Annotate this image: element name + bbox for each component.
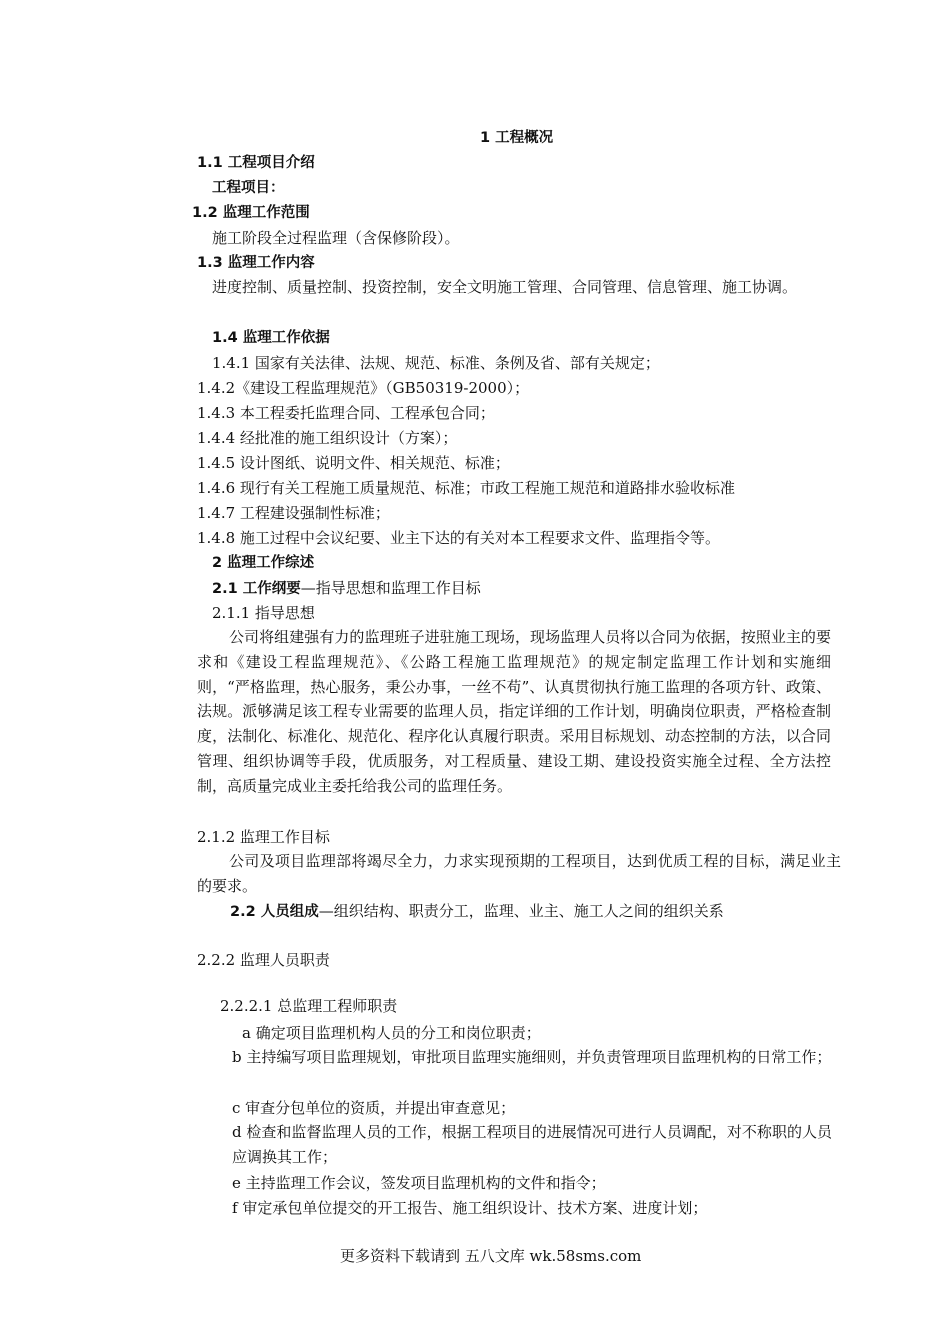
heading-2-2-rest: —组织结构、职责分工，监理、业主、施工人之间的组织关系 bbox=[318, 902, 724, 920]
heading-2-1 bbox=[212, 578, 481, 599]
basis-item: 1.4.5 设计图纸、说明文件、相关规范、标准； bbox=[197, 454, 510, 472]
chapter-2-title: 2 监理工作综述 bbox=[212, 555, 315, 571]
heading-2-1-2: 2.1.2 监理工作目标 bbox=[197, 828, 330, 846]
heading-2-2 bbox=[230, 901, 724, 922]
chapter-title: 1 工程概况 bbox=[480, 130, 554, 146]
scope-text: 施工阶段全过程监理（含保修阶段）。 bbox=[212, 229, 460, 247]
heading-2-2-2-1: 2.2.2.1 总监理工程师职责 bbox=[220, 997, 398, 1015]
duty-item: a 确定项目监理机构人员的分工和岗位职责； bbox=[242, 1024, 541, 1042]
basis-item: 1.4.6 现行有关工程施工质量规范、标准；市政工程施工规范和道路排水验收标准 bbox=[197, 479, 735, 497]
heading-2-2-bold: 2.2 人员组成 bbox=[230, 904, 319, 920]
basis-item: 1.4.7 工程建设强制性标准； bbox=[197, 504, 390, 522]
heading-2-1-bold: 2.1 工作纲要 bbox=[212, 581, 301, 597]
heading-1-4: 1.4 监理工作依据 bbox=[212, 330, 330, 346]
duty-item: e 主持监理工作会议，签发项目监理机构的文件和指令； bbox=[232, 1174, 606, 1192]
basis-item: 1.4.8 施工过程中会议纪要、业主下达的有关对本工程要求文件、监理指令等。 bbox=[197, 529, 720, 547]
heading-2-1-1: 2.1.1 指导思想 bbox=[212, 604, 315, 622]
footer-link[interactable]: 更多资料下载请到 五八文库 wk.58sms.com bbox=[340, 1247, 642, 1265]
guiding-text: 公司将组建强有力的监理班子进驻施工现场，现场监理人员将以合同为依据，按照业主的要求和《建设工程监理规范》、《公路工程施工监理规范》的规定制定监理工作计划和实施细则，“严格监理，热心服务，秉公办事，一丝不苟”、认真贯彻执行施工监理的各项方针、政策、法规。派够满足该工程专业需要的监理人员，指定详细的工作计划，明确岗位职责，严格检查制度，法制化、标准化、规范化、程序化认真履行职责。采用目标规划、动态控制的方法，以合同管理、组织协调等手段，优质服务，对工程质量、建设工期、建设投资实施全过程、全方法控制，高质量完成业主委托给我公司的监理任务。 bbox=[197, 628, 831, 795]
duty-item: c 审查分包单位的资质，并提出审查意见； bbox=[232, 1099, 516, 1117]
basis-item: 1.4.4 经批准的施工组织设计（方案）； bbox=[197, 429, 458, 447]
content-text: 进度控制、质量控制、投资控制，安全文明施工管理、合同管理、信息管理、施工协调。 bbox=[212, 278, 798, 296]
heading-1-1: 1.1 工程项目介绍 bbox=[197, 155, 315, 171]
basis-item: 1.4.1 国家有关法律、法规、规范、标准、条例及省、部有关规定； bbox=[212, 354, 660, 372]
heading-1-3: 1.3 监理工作内容 bbox=[197, 255, 315, 271]
basis-item: 1.4.2《建设工程监理规范》（GB50319-2000）； bbox=[197, 379, 530, 397]
basis-item: 1.4.3 本工程委托监理合同、工程承包合同； bbox=[197, 404, 495, 422]
heading-2-1-rest: —指导思想和监理工作目标 bbox=[300, 579, 481, 597]
heading-2-2-2: 2.2.2 监理人员职责 bbox=[197, 951, 330, 969]
duty-item: d 检查和监督监理人员的工作，根据工程项目的进展情况可进行人员调配，对不称职的人员应调换其工作； bbox=[232, 1123, 832, 1166]
duty-item: f 审定承包单位提交的开工报告、施工组织设计、技术方案、进度计划； bbox=[232, 1199, 708, 1217]
heading-1-2: 1.2 监理工作范围 bbox=[192, 205, 310, 221]
goal-text: 公司及项目监理部将竭尽全力，力求实现预期的工程项目，达到优质工程的目标，满足业主的要求。 bbox=[197, 852, 841, 895]
duty-item: b 主持编写项目监理规划，审批项目监理实施细则，并负责管理项目监理机构的日常工作； bbox=[232, 1048, 832, 1066]
project-label: 工程项目： bbox=[212, 180, 285, 196]
